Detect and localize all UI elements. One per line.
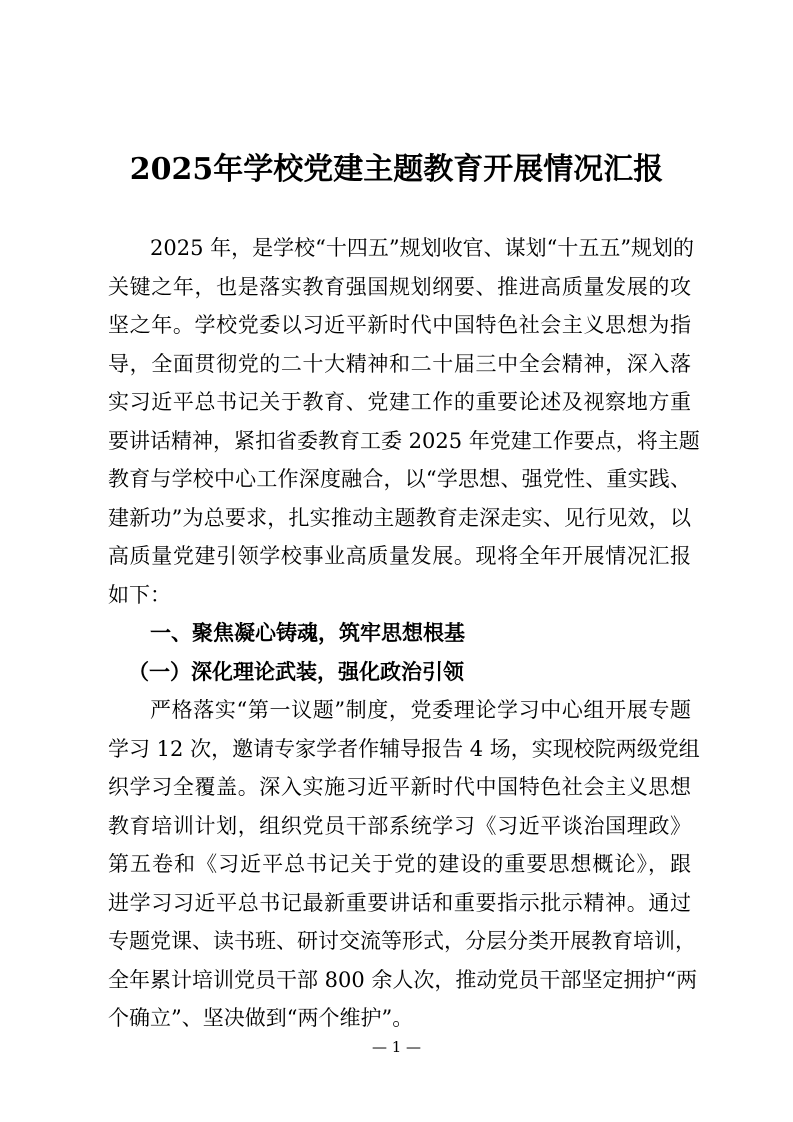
paragraph-line: 如下： xyxy=(108,582,171,607)
paragraph-line: 高质量党建引领学校事业高质量发展。现将全年开展情况汇报 xyxy=(108,544,691,568)
paragraph-line: 专题党课、读书班、研讨交流等形式，分层分类开展教育培训， xyxy=(108,929,696,953)
paragraph-line: 坚之年。学校党委以习近平新时代中国特色社会主义思想为指 xyxy=(108,313,691,337)
paragraph-line: 严格落实“第一议题”制度，党委理论学习中心组开展专题 xyxy=(150,698,691,722)
paragraph-line: 2025 年，是学校“十四五”规划收官、谋划“十五五”规划的 xyxy=(150,236,695,260)
section-heading: 一、聚焦凝心铸魂，筑牢思想根基 xyxy=(150,620,465,645)
paragraph-line: 实习近平总书记关于教育、党建工作的重要论述及视察地方重 xyxy=(108,390,691,414)
paragraph-line: 要讲话精神，紧扣省委教育工委 2025 年党建工作要点，将主题 xyxy=(108,428,700,453)
paragraph-line: 进学习习近平总书记最新重要讲话和重要指示批示精神。通过 xyxy=(108,890,691,915)
paragraph-line: 织学习全覆盖。深入实施习近平新时代中国特色社会主义思想 xyxy=(108,775,691,799)
paragraph-line: 关键之年，也是落实教育强国规划纲要、推进高质量发展的攻 xyxy=(108,274,691,299)
subsection-heading: （一）深化理论武装，强化政治引领 xyxy=(128,658,464,684)
paragraph-line: 教育与学校中心工作深度融合，以“学思想、强党性、重实践、 xyxy=(108,467,691,491)
paragraph-line: 学习 12 次，邀请专家学者作辅导报告 4 场，实现校院两级党组 xyxy=(108,736,700,761)
document-body xyxy=(108,229,700,1038)
page-number: — 1 — xyxy=(371,1038,422,1056)
paragraph-line: 导，全面贯彻党的二十大精神和二十届三中全会精神，深入落 xyxy=(108,351,691,376)
paragraph-line: 教育培训计划，组织党员干部系统学习《习近平谈治国理政》 xyxy=(108,813,691,838)
paragraph-line: 第五卷和《习近平总书记关于党的建设的重要思想概论》，跟 xyxy=(108,852,691,876)
document-title: 2025年学校党建主题教育开展情况汇报 xyxy=(129,152,664,187)
paragraph-line: 个确立”、坚决做到“两个维护”。 xyxy=(108,1006,414,1030)
paragraph-line: 全年累计培训党员干部 800 余人次，推动党员干部坚定拥护“两 xyxy=(108,967,698,992)
paragraph-line: 建新功”为总要求，扎实推动主题教育走深走实、见行见效，以 xyxy=(108,505,691,530)
